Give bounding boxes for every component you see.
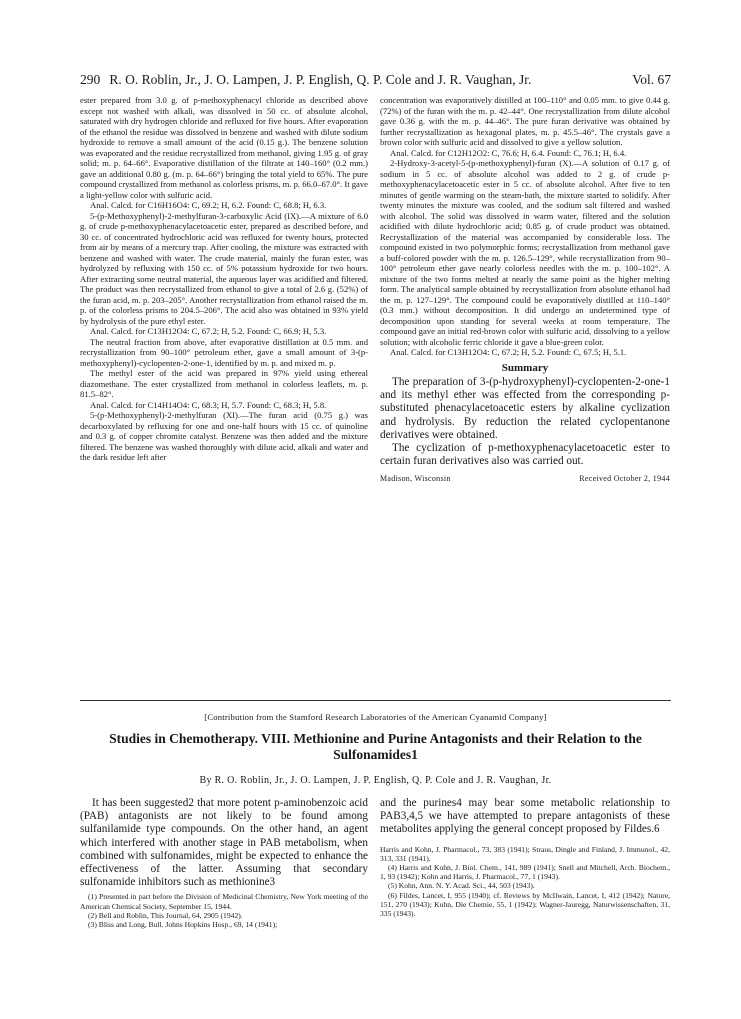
footnotes-right xyxy=(380,845,670,919)
article-title: Studies in Chemotherapy. VIII. Methionine and Purine Antagonists and their Relation to the Sulfonamides1 xyxy=(109,731,642,762)
paragraph: ester prepared from 3.0 g. of p-methoxyphenacyl chloride as described above except not washed with alkali, was dissolved in 50 cc. of absolute alcohol, saturated with dry hydrogen chloride and refluxed for five hours. After evaporation of the ethanol the residue was dissolved in benzene and washed with dilute sodium hydroxide to remove a small amount of the acid (0.15 g.). The benzene solution was evaporated and the residue recrystallized from methanol, giving 1.95 g. of gray solid; m. p. 64–66°. Evaporative distillation of the filtrate at 140–160° (0.2 mm.) gave an additional 0.80 g. (m. p. 64–66°) bringing the total yield to 65%. The pure compound crystallized from methanol as colorless prisms, m. p. 66.0–67.0°. It gave a light-yellow color with sulfuric acid. xyxy=(80,95,368,200)
paragraph: 2-Hydroxy-3-acetyl-5-(p-methoxyphenyl)-furan (X).—A solution of 0.17 g. of sodium in 5 cc. of absolute alcohol was added to 2 g. of crude p-methoxyphenacylacetoacetic ester in 5 cc. of absolute alcohol. After five to ten minutes of gentle warming on the steam-bath, the mixture started to solidify. After twenty minutes the mixture was cooled, and the sodium salt filtered and washed with alcohol. The solid was dissolved in warm water, filtered and the solution acidified with dilute hydrochloric acid; 0.85 g. of crude product was obtained. Recrystallization of the material was accompanied by considerable loss. The compound existed in two polymorphic forms; recrystallization from methanol gave a buff-colored powder with the m. p. 126.5–129°, while recrystallization from 90–100° petroleum ether gave nearly colorless needles with the m. p. 100–102°. A mixture of the two forms melted at nearly the same point as the higher melting form. The analytical sample obtained by recrystallization from absolute ethanol had the m. p. 127–129°. The compound could be evaporatively distilled at 110–140° (0.3 mm.) without decomposition. It did undergo an undetermined type of decomposition upon standing for several weeks at room temperature. The compound gave an initial red-brown color with sulfuric acid, dissolving to a yellow solution; with alcoholic ferric chloride it gave a blue-green color. xyxy=(380,158,670,347)
article2-left-column xyxy=(80,797,368,929)
paragraph: concentration was evaporatively distilled at 100–110° and 0.05 mm. to give 0.44 g. (72%) of the furan with the m. p. 42–44°. One recrystallization from dilute alcohol gave 0.36 g. with the m. p. 44–46°. The pure furan derivative was obtained by further recrystallization as hexagonal plates, m. p. 45.5–46°. The crystals gave a brown color with sulfuric acid and dissolved to give a yellow solution. xyxy=(380,95,670,147)
analysis-line: Anal. Calcd. for C16H16O4: C, 69.2; H, 6.2. Found: C, 68.8; H, 6.3. xyxy=(90,200,327,210)
footnote: Harris and Kohn, J. Pharmacol., 73, 383 (1941); Straus, Dingle and Finland, J. Immunol., 42, 313, 331 (1941). xyxy=(380,844,670,863)
body-paragraph: It has been suggested2 that more potent p-aminobenzoic acid (PAB) antagonists are not likely to be found among sulfanilamide type compounds. On the other hand, an agent which interfered with another stage in PAB metabolism, when combined with sulfonamides, might be expected to enhance the effectiveness of the latter. Assuming that secondary sulfonamide inhibitors such as methionine3 xyxy=(80,797,368,889)
location: Madison, Wisconsin xyxy=(380,474,451,484)
article1-right-column xyxy=(380,95,670,485)
article1-left-column xyxy=(80,95,368,463)
footnotes-left xyxy=(80,892,368,929)
footnote: (5) Kohn, Ann. N. Y. Acad. Sci., 44, 503 (1943). xyxy=(388,881,535,891)
summary-paragraph: The preparation of 3-(p-hydroxyphenyl)-cyclopenten-2-one-1 and its methyl ether was effected from the corresponding p-substituted phenacylacetoacetic esters by alkaline cyclization and hydrolysis. By reduction the related cyclopentanone derivatives were obtained. xyxy=(380,376,670,441)
analysis-line: Anal. Calcd. for C12H12O2: C, 76.6; H, 6.4. Found: C, 76.1; H, 6.4. xyxy=(390,147,627,158)
signoff xyxy=(380,474,670,485)
paragraph: The neutral fraction from above, after evaporative distillation at 0.5 mm. and recrystallization from 90–100° petroleum ether, gave a small amount of 3-(p-methoxyphenyl)-cyclopenten-2-one-1, identified by m. p. and mixed m. p. xyxy=(80,336,368,368)
paragraph: 5-(p-Methoxyphenyl)-2-methylfuran-3-carboxylic Acid (IX).—A mixture of 6.0 g. of crude p-methoxyphenacylacetoacetic ester, prepared as described before, and 30 cc. of concentrated hydrochloric acid was refluxed for twenty hours, protected from air by means of a mercury trap. After cooling, the mixture was extracted with benzene and washed with water. The crude material, mainly the furan ester, was hydrolyzed by refluxing with 150 cc. of 5% potassium hydroxide for two hours. After extracting some neutral material, the aqueous layer was acidified and filtered. The product was then recrystallized from ethanol to give a total of 2.6 g. (52%) of the furan acid, m. p. 203–205°. Another recrystallization from ethanol raised the m. p. of the colorless prisms to 204.5–206°. The acid also was obtained in 93% yield by hydrolysis of the pure ethyl ester. xyxy=(80,210,368,326)
analysis-line: Anal. Calcd. for C13H12O4: C, 67.2; H, 5.2. Found: C, 67.5; H, 5.1. xyxy=(390,347,627,357)
paragraph: The methyl ester of the acid was prepared in 97% yield using ethereal diazomethane. The ester crystallized from methanol in colorless leaflets, m. p. 81.5–82°. xyxy=(80,368,368,399)
summary xyxy=(380,376,670,468)
analysis-line: Anal. Calcd. for C13H12O4: C, 67.2; H, 5.2. Found: C, 66.9; H, 5.3. xyxy=(90,326,327,336)
footnote: (4) Harris and Kohn, J. Biol. Chem., 141, 989 (1941); Snell and Mitchell, Arch. Biochem., 1, 93 (1942); Kohn and Harris, J. Pharmacol., 77, 1 (1943). xyxy=(380,863,670,882)
volume-label: Vol. 67 xyxy=(632,72,671,87)
footnote: (3) Bliss and Long, Bull. Johns Hopkins Hosp., 69, 14 (1941); xyxy=(88,920,278,930)
footnote: (6) Fildes, Lancet, I, 955 (1940); cf. Reviews by McIlwain, Lancet, I, 412 (1942); Nature, 151, 270 (1943); Kuhn, Die Chemie, 55, 1 (1942); Wagner-Jauregg, Naturwissenschaften, 31, 335 (1943). xyxy=(380,890,670,919)
summary-paragraph: The cyclization of p-methoxyphenacylacetoacetic ester to certain furan derivatives also was carried out. xyxy=(380,442,670,468)
contribution-line: [Contribution from the Stamford Research Laboratories of the American Cyanamid Company] xyxy=(204,712,547,722)
analysis-line: Anal. Calcd. for C14H14O4: C, 68.3; H, 5.7. Found: C, 68.3; H, 5.8. xyxy=(90,399,327,410)
article-authors: By R. O. Roblin, Jr., J. O. Lampen, J. P. English, Q. P. Cole and J. R. Vaughan, Jr. xyxy=(199,775,552,786)
divider xyxy=(80,700,671,701)
summary-heading: Summary xyxy=(501,361,549,374)
footnote: (1) Presented in part before the Division of Medicinal Chemistry, New York meeting of the American Chemical Society, September 15, 1944. xyxy=(80,892,368,911)
page-number: 290 xyxy=(80,72,101,87)
paragraph: 5-(p-Methoxyphenyl)-2-methylfuran (XI).—The furan acid (0.75 g.) was decarboxylated by refluxing for one and one-half hours with 15 cc. of quinoline and 0.3 g. of copper chromite catalyst. Benzene was then added and the mixture filtered. The benzene was washed thoroughly with dilute acid, alkali and water and the dark residue left after xyxy=(80,410,368,462)
header-authors: R. O. Roblin, Jr., J. O. Lampen, J. P. English, Q. P. Cole and J. R. Vaughan, Jr. xyxy=(109,72,532,87)
received-date: Received October 2, 1944 xyxy=(579,474,670,484)
footnote: (2) Bell and Roblin, This Journal, 64, 2905 (1942). xyxy=(88,910,243,920)
article2-right-column xyxy=(380,797,670,918)
body-paragraph: and the purines4 may bear some metabolic relationship to PAB3,4,5 we have attempted to prepare antagonists of these metabolites applying the general concept proposed by Fildes.6 xyxy=(380,797,670,836)
running-header xyxy=(80,72,671,88)
